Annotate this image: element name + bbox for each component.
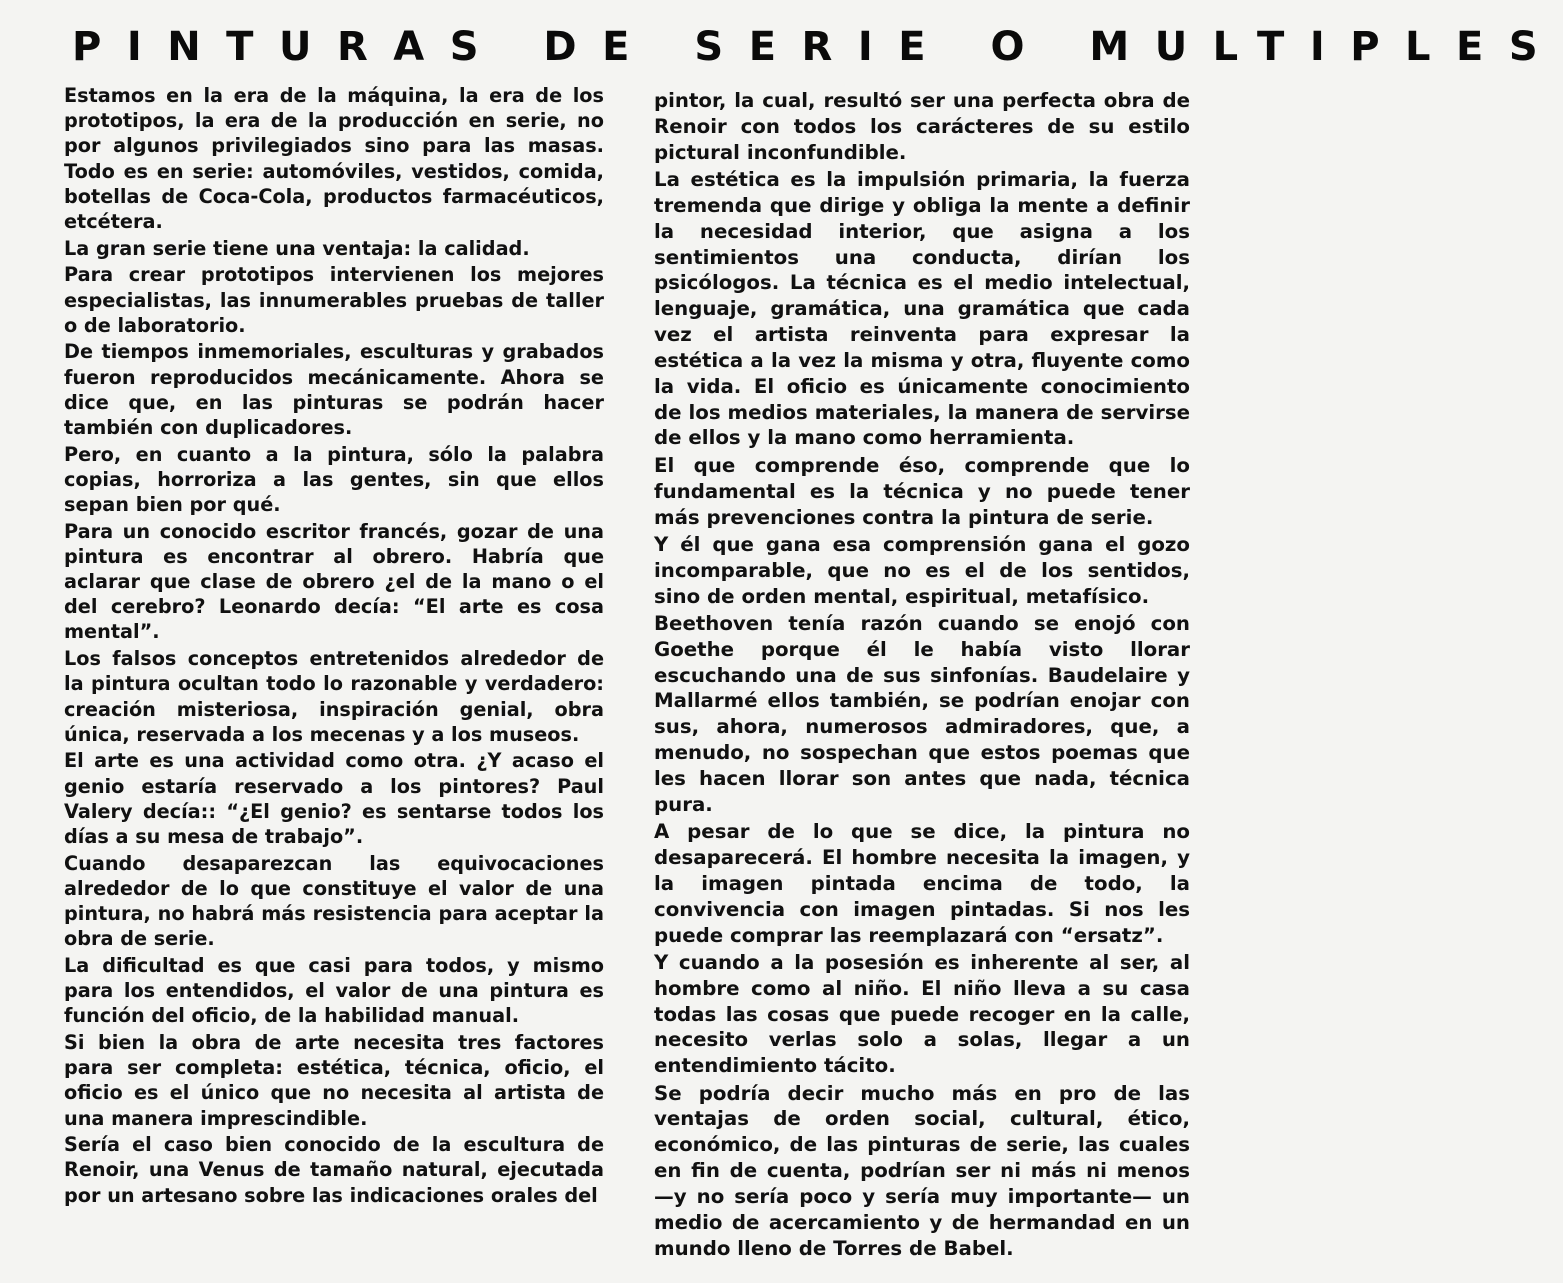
left-column [64,83,604,1209]
paragraph: El arte es una actividad como otra. ¿Y acaso el genio estaría reservado a los pintores? Paul Valery decía:: “¿El genio? es sentarse todos los días a su mesa de trabajo”. [64,749,604,848]
paragraph: Pero, en cuanto a la pintura, sólo la palabra copias, horroriza a las gentes, sin que ellos sepan bien por qué. [64,442,604,516]
paragraph: Estamos en la era de la máquina, la era de los prototipos, la era de la producción en serie, no por algunos privilegiados sino para las masas. Todo es en serie: automóviles, vestidos, comida, botellas de Coca-Cola, productos farmacéuticos, etcétera. [64,84,604,233]
paragraph: Y él que gana esa comprensión gana el gozo incomparable, que no es el de los sentidos, sino de orden mental, espiritual, metafísico. [654,532,1190,608]
paragraph: Si bien la obra de arte necesita tres factores para ser completa: estética, técnica, oficio, el oficio es el único que no necesita al artista de una manera imprescindible. [64,1030,604,1130]
paragraph: Sería el caso bien conocido de la escultura de Renoir, una Venus de tamaño natural, ejecutada por un artesano sobre las indicaciones orales del [64,1133,604,1207]
paragraph: A pesar de lo que se dice, la pintura no desaparecerá. El hombre necesita la imagen, y la imagen pintada encima de todo, la convivencia con imagen pintadas. Si nos les puede comprar las reemplazará con “ersatz”. [654,820,1190,947]
paragraph: Para crear prototipos intervienen los mejores especialistas, las innumerables pruebas de taller o de laboratorio. [64,263,604,337]
paragraph: Y cuando a la posesión es inherente al ser, al hombre como al niño. El niño lleva a su casa todas las cosas que puede recoger en la calle, necesito verlas solo a solas, llegar a un entendimiento tácito. [654,950,1190,1078]
paragraph: La gran serie tiene una ventaja: la calidad. [64,236,530,260]
paragraph: Se podría decir mucho más en pro de las ventajas de orden social, cultural, ético, económico, de las pinturas de serie, las cuales en fin de cuenta, podrían ser ni más ni menos —y no sería poco y sería muy importante— un medio de acercamiento y de hermandad en un mundo lleno de Torres de Babel. [654,1081,1190,1260]
paragraph: Para un conocido escritor francés, gozar de una pintura es encontrar al obrero. Habría que aclarar que clase de obrero ¿el de la mano o el del cerebro? Leonardo decía: “El arte es cosa mental”. [64,519,604,644]
paragraph: El que comprende éso, comprende que lo fundamental es la técnica y no puede tener más prevenciones contra la pintura de serie. [654,453,1190,529]
page-title: PINTURAS DE SERIE O MULTIPLES [72,24,1563,70]
paragraph: Cuando desaparezcan las equivocaciones alrededor de lo que constituye el valor de una pintura, no habrá más resistencia para aceptar la obra de serie. [64,851,604,951]
right-column [654,88,1190,1263]
paragraph: Beethoven tenía razón cuando se enojó con Goethe porque él le había visto llorar escuchando una de sus sinfonías. Baudelaire y Mallarmé ellos también, se podrían enojar con sus, ahora, numerosos admiradores, que, a menudo, no sospechan que estos poemas que les hacen llorar son antes que nada, técnica pura. [654,611,1190,816]
paragraph: La dificultad es que casi para todos, y mismo para los entendidos, el valor de una pintura es función del oficio, de la habilidad manual. [64,953,604,1028]
paragraph: De tiempos inmemoriales, esculturas y grabados fueron reproducidos mecánicamente. Ahora se dice que, en las pinturas se podrán hacer también con duplicadores. [64,340,604,439]
paragraph: Los falsos conceptos entretenidos alrededor de la pintura ocultan todo lo razonable y verdadero: creación misteriosa, inspiración genial, obra única, reservada a los mecenas y a los museos. [64,647,604,746]
paragraph: pintor, la cual, resultó ser una perfecta obra de Renoir con todos los carácteres de su estilo pictural inconfundible. [654,89,1190,164]
paragraph: La estética es la impulsión primaria, la fuerza tremenda que dirige y obliga la mente a definir la necesidad interior, que asigna a los sentimientos una conducta, dirían los psicólogos. La técnica es el medio intelectual, lenguaje, gramática, una gramática que cada vez el artista reinventa para expresar la estética a la vez la misma y otra, fluyente como la vida. El oficio es únicamente conocimiento de los medios materiales, la manera de servirse de ellos y la mano como herramienta. [654,168,1190,450]
